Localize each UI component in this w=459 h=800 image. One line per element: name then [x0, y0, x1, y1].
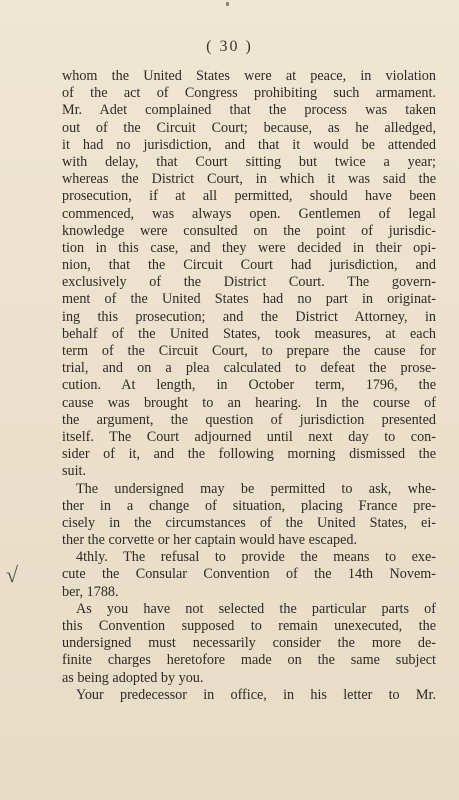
text-line: commenced, was always open. Gentlemen of legal — [62, 205, 436, 222]
text-line: cution. At length, in October term, 1796, the — [62, 377, 436, 394]
text-line-paragraph-start: Your predecessor in office, in his letter to Mr. — [76, 686, 436, 703]
text-line: cause was brought to an hearing. In the course of — [62, 394, 436, 411]
text-line: prosecution, if at all permitted, should have been — [62, 188, 436, 205]
text-line: tion in this case, and they were decided in their opi- — [62, 239, 436, 256]
text-line: sider of it, and the following morning dismissed the — [62, 446, 436, 463]
text-line: of the act of Congress prohibiting such armament. — [62, 85, 436, 102]
text-line-paragraph-end: ther the corvette or her captain would have escaped. — [62, 532, 358, 549]
text-line: with delay, that Court sitting but twice a year; — [62, 153, 436, 170]
text-line-paragraph-start: 4thly. The refusal to provide the means to exe- — [76, 549, 436, 566]
margin-checkmark: √ — [6, 562, 19, 587]
text-line: trial, and on a plea calculated to defeat the prose- — [62, 360, 436, 377]
text-line: Mr. Adet complained that the process was taken — [62, 102, 436, 119]
text-line: term of the Circuit Court, to prepare the cause for — [62, 343, 436, 359]
text-line: knowledge were consulted on the point of jurisdic- — [62, 222, 436, 239]
text-line-paragraph-start: As you have not selected the particular parts of — [76, 600, 436, 617]
text-line: whereas the District Court, in which it was said the — [62, 171, 436, 188]
page-speck — [226, 2, 229, 6]
body-text — [62, 68, 436, 704]
text-line: undersigned must necessarily consider the more de- — [62, 635, 436, 652]
page-number: ( 30 ) — [206, 38, 253, 55]
text-line-paragraph-end: ber, 1788. — [62, 583, 119, 600]
text-line: cute the Consular Convention of the 14th Novem- — [62, 566, 436, 583]
text-line: nion, that the Circuit Court had jurisdiction, and — [62, 257, 436, 274]
text-line-paragraph-start: The undersigned may be permitted to ask, whe- — [76, 480, 436, 497]
text-line: finite charges heretofore made on the same subject — [62, 652, 436, 669]
text-line-paragraph-end: as being adopted by you. — [62, 669, 204, 686]
text-line: exclusively of the District Court. The govern- — [62, 274, 436, 291]
text-line: ment of the United States had no part in originat- — [62, 291, 436, 308]
text-line: whom the United States were at peace, in violation — [62, 68, 436, 84]
text-line: cisely in the circumstances of the United States, ei- — [62, 514, 436, 531]
text-line: the argument, the question of jurisdiction presented — [62, 411, 436, 428]
text-line: ing this prosecution; and the District Attorney, in — [62, 308, 436, 325]
text-line: this Convention supposed to remain unexecuted, the — [62, 618, 436, 634]
text-line: out of the Circuit Court; because, as he alledged, — [62, 119, 436, 136]
text-line: itself. The Court adjourned until next day to con- — [62, 428, 436, 445]
text-line: ther in a change of situation, placing France pre- — [62, 497, 436, 514]
text-line-paragraph-end: suit. — [62, 463, 87, 480]
text-line: behalf of the United States, took measures, at each — [62, 325, 436, 342]
text-line: it had no jurisdiction, and that it would be attended — [62, 136, 436, 153]
